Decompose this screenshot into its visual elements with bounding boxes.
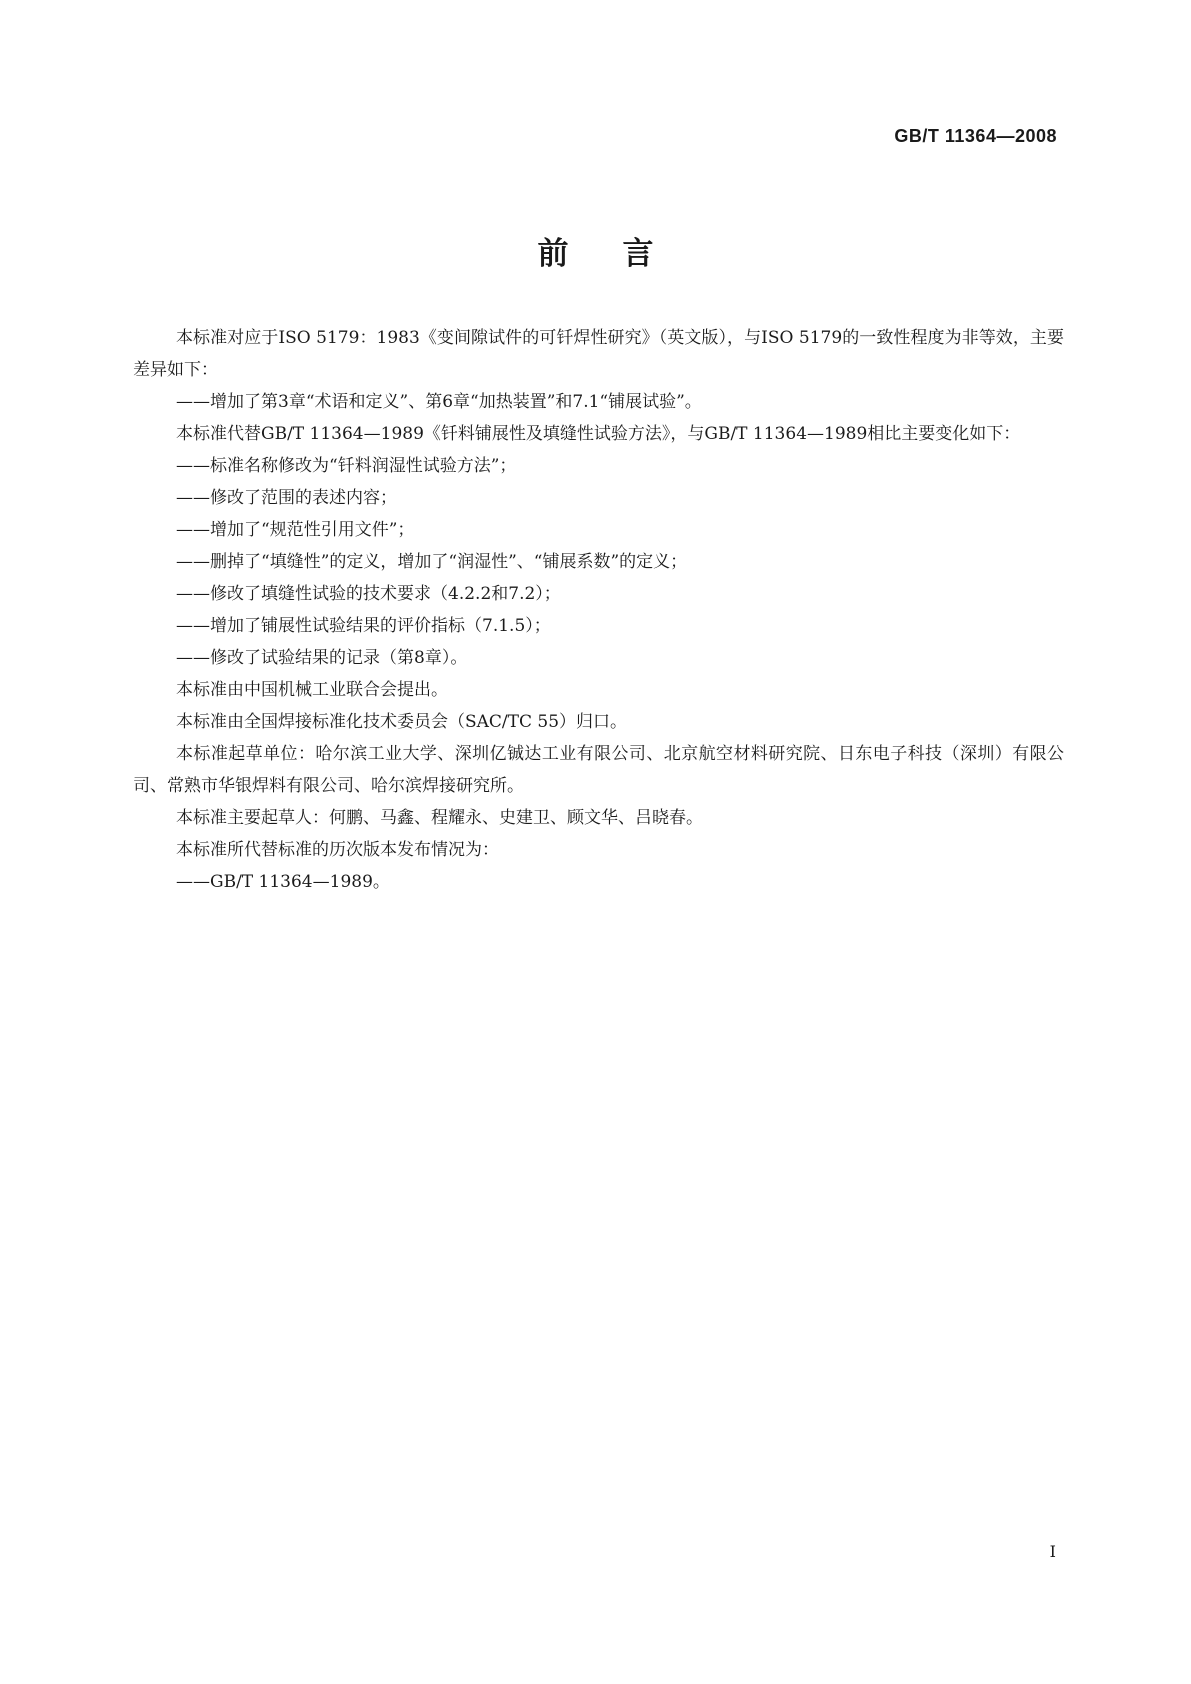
paragraph-drafting-units: 本标准起草单位：哈尔滨工业大学、深圳亿铖达工业有限公司、北京航空材料研究院、日东电子科技（深圳）有限公司、常熟市华银焊料有限公司、哈尔滨焊接研究所。 bbox=[133, 744, 1064, 796]
page-title: 前言 bbox=[537, 236, 708, 272]
list-item: ——修改了试验结果的记录（第8章）。 bbox=[176, 648, 468, 668]
list-item: ——修改了填缝性试验的技术要求（4.2.2和7.2）； bbox=[176, 584, 561, 604]
list-item: ——增加了“规范性引用文件”； bbox=[176, 520, 415, 540]
page-number: I bbox=[1049, 1542, 1056, 1561]
list-item: ——修改了范围的表述内容； bbox=[176, 488, 397, 508]
list-item: ——GB/T 11364—1989。 bbox=[176, 872, 390, 892]
paragraph-drafters: 本标准主要起草人：何鹏、马鑫、程耀永、史建卫、顾文华、吕晓春。 bbox=[176, 808, 703, 828]
paragraph-correspondence: 本标准对应于ISO 5179：1983《变间隙试件的可钎焊性研究》（英文版），与ISO 5179的一致性程度为非等效，主要差异如下： bbox=[133, 328, 1064, 380]
list-item: ——删掉了“填缝性”的定义，增加了“润湿性”、“铺展系数”的定义； bbox=[176, 552, 688, 572]
list-item: ——增加了第3章“术语和定义”、第6章“加热装置”和7.1“铺展试验”。 bbox=[176, 392, 702, 412]
paragraph-replacement: 本标准代替GB/T 11364—1989《钎料铺展性及填缝性试验方法》，与GB/T 11364—1989相比主要变化如下： bbox=[176, 424, 1021, 444]
paragraph-version-history: 本标准所代替标准的历次版本发布情况为： bbox=[176, 840, 499, 860]
paragraph-committee: 本标准由全国焊接标准化技术委员会（SAC/TC 55）归口。 bbox=[176, 712, 628, 732]
list-item: ——标准名称修改为“钎料润湿性试验方法”； bbox=[176, 456, 517, 476]
standard-code: GB/T 11364—2008 bbox=[894, 126, 1057, 146]
list-item: ——增加了铺展性试验结果的评价指标（7.1.5）； bbox=[176, 616, 551, 636]
document-body bbox=[133, 322, 1064, 898]
paragraph-proposer: 本标准由中国机械工业联合会提出。 bbox=[176, 680, 448, 700]
